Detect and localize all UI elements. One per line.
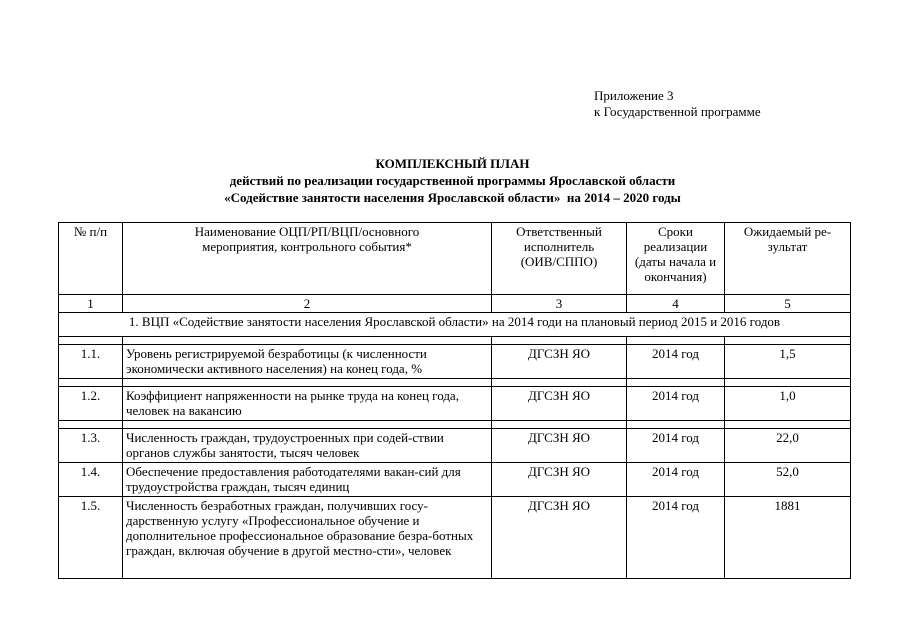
- row-name: Численность граждан, трудоустроенных при содей-ствии органов службы занятости, тысяч человек: [123, 429, 492, 463]
- row-name: Обеспечение предоставления работодателями вакан-сий для трудоустройства граждан, тысяч единиц: [123, 463, 492, 497]
- row-num: 1.4.: [59, 463, 123, 497]
- row-executor: ДГСЗН ЯО: [492, 345, 627, 379]
- row-dates: 2014 год: [627, 387, 725, 421]
- plan-table: [58, 222, 851, 579]
- row-dates: 2014 год: [627, 429, 725, 463]
- row-num: 1.5.: [59, 497, 123, 579]
- column-number: 1: [59, 295, 123, 313]
- row-executor: ДГСЗН ЯО: [492, 429, 627, 463]
- row-result: 1,0: [725, 387, 851, 421]
- appendix-note: [594, 88, 761, 120]
- row-executor: ДГСЗН ЯО: [492, 387, 627, 421]
- section-title: 1. ВЦП «Содействие занятости населения Ярославской области» на 2014 годи на плановый период 2015 и 2016 годов: [59, 313, 851, 337]
- header-name: Наименование ОЦП/РП/ВЦП/основного мероприятия, контрольного события*: [123, 223, 492, 295]
- row-executor: ДГСЗН ЯО: [492, 497, 627, 579]
- column-number: 2: [123, 295, 492, 313]
- row-name: Уровень регистрируемой безработицы (к численности экономически активного населения) на конец года, %: [123, 345, 492, 379]
- row-executor: ДГСЗН ЯО: [492, 463, 627, 497]
- table-row: [59, 429, 851, 463]
- title-line-1: КОМПЛЕКСНЫЙ ПЛАН: [375, 156, 530, 171]
- row-num: 1.3.: [59, 429, 123, 463]
- column-number-row: [59, 295, 851, 313]
- appendix-line-2: к Государственной программе: [594, 104, 761, 119]
- table-row: [59, 387, 851, 421]
- row-num: 1.2.: [59, 387, 123, 421]
- row-result: 1881: [725, 497, 851, 579]
- document-title: [0, 155, 905, 206]
- column-number: 3: [492, 295, 627, 313]
- table-row: [59, 497, 851, 579]
- row-name: Коэффициент напряженности на рынке труда на конец года, человек на вакансию: [123, 387, 492, 421]
- table-row: [59, 463, 851, 497]
- row-name: Численность безработных граждан, получивших госу-дарственную услугу «Профессиональное обучение и дополнительное профессиональное образование безра-ботных граждан, включая обучение в другой местно-сти», человек: [123, 497, 492, 579]
- table-row: [59, 345, 851, 379]
- spacer-row: [59, 421, 851, 429]
- row-dates: 2014 год: [627, 463, 725, 497]
- row-result: 22,0: [725, 429, 851, 463]
- spacer-row: [59, 337, 851, 345]
- section-row: [59, 313, 851, 337]
- appendix-line-1: Приложение 3: [594, 88, 674, 103]
- table-header-row: [59, 223, 851, 295]
- spacer-row: [59, 379, 851, 387]
- header-result: Ожидаемый ре-зультат: [725, 223, 851, 295]
- column-number: 5: [725, 295, 851, 313]
- row-result: 1,5: [725, 345, 851, 379]
- header-dates: Сроки реализации (даты начала и окончания): [627, 223, 725, 295]
- row-dates: 2014 год: [627, 497, 725, 579]
- header-num: № п/п: [59, 223, 123, 295]
- header-executor: Ответственный исполнитель (ОИВ/СППО): [492, 223, 627, 295]
- title-line-2: действий по реализации государственной программы Ярославской области: [229, 173, 676, 188]
- column-number: 4: [627, 295, 725, 313]
- row-result: 52,0: [725, 463, 851, 497]
- row-dates: 2014 год: [627, 345, 725, 379]
- row-num: 1.1.: [59, 345, 123, 379]
- title-line-3: «Содействие занятости населения Ярославской области» на 2014 – 2020 годы: [224, 190, 681, 205]
